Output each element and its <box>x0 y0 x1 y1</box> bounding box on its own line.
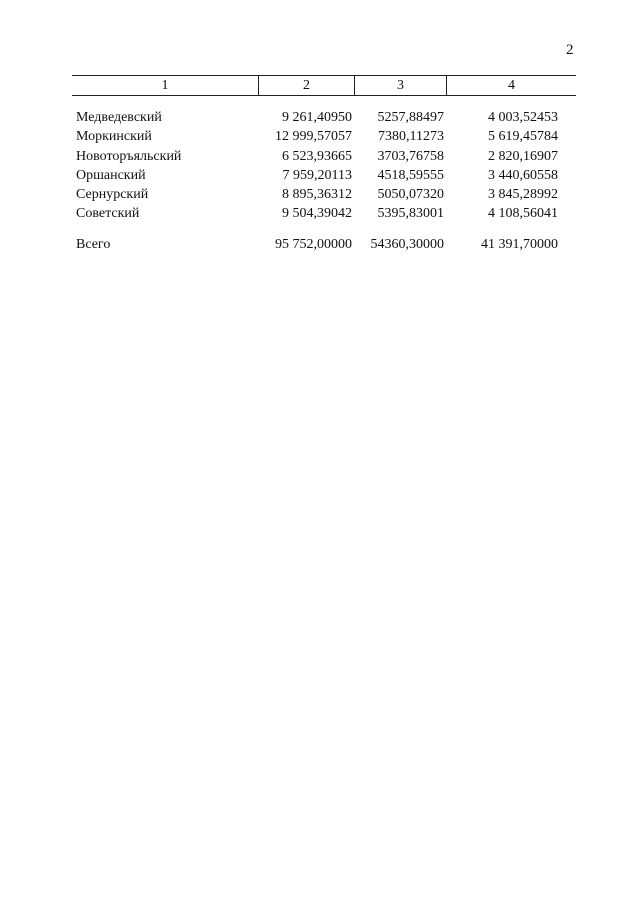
value-col-3: 7380,11273 <box>378 129 444 145</box>
value-col-4: 3 440,60558 <box>488 167 558 183</box>
value-col-4: 4 108,56041 <box>488 206 558 222</box>
district-name: Новоторъяльский <box>76 148 182 164</box>
total-col-3: 54360,30000 <box>370 236 444 252</box>
district-name: Моркинский <box>76 129 152 145</box>
total-row <box>72 235 576 254</box>
table-row <box>72 185 576 204</box>
table-row <box>72 204 576 223</box>
header-col-3: 3 <box>354 76 446 95</box>
total-label: Всего <box>76 236 111 252</box>
value-col-3: 3703,76758 <box>377 148 444 164</box>
total-col-4: 41 391,70000 <box>481 236 558 252</box>
value-col-2: 9 504,39042 <box>282 206 352 222</box>
value-col-2: 6 523,93665 <box>282 148 352 164</box>
header-col-4: 4 <box>446 76 576 95</box>
data-table <box>72 75 576 254</box>
table-header <box>72 75 576 96</box>
value-col-2: 7 959,20113 <box>282 167 352 183</box>
value-col-4: 5 619,45784 <box>488 129 558 145</box>
value-col-2: 8 895,36312 <box>282 187 352 203</box>
page-number: 2 <box>566 42 574 58</box>
header-col-2: 2 <box>258 76 354 95</box>
value-col-2: 9 261,40950 <box>282 110 352 125</box>
value-col-3: 5395,83001 <box>377 206 444 222</box>
district-name: Советский <box>76 206 140 222</box>
value-col-4: 4 003,52453 <box>488 110 558 125</box>
value-col-3: 5257,88497 <box>377 110 444 125</box>
table-row <box>72 127 576 146</box>
value-col-4: 3 845,28992 <box>488 187 558 203</box>
district-name: Сернурский <box>76 187 149 203</box>
table-row <box>72 108 576 127</box>
value-col-3: 5050,07320 <box>377 187 444 203</box>
value-col-2: 12 999,57057 <box>275 129 352 145</box>
district-name: Медведевский <box>76 110 162 125</box>
table-body <box>72 108 576 254</box>
value-col-4: 2 820,16907 <box>488 148 558 164</box>
value-col-3: 4518,59555 <box>377 167 444 183</box>
total-col-2: 95 752,00000 <box>275 236 352 252</box>
table-row <box>72 166 576 185</box>
district-name: Оршанский <box>76 167 146 183</box>
header-col-1: 1 <box>161 78 169 93</box>
table-row <box>72 147 576 166</box>
